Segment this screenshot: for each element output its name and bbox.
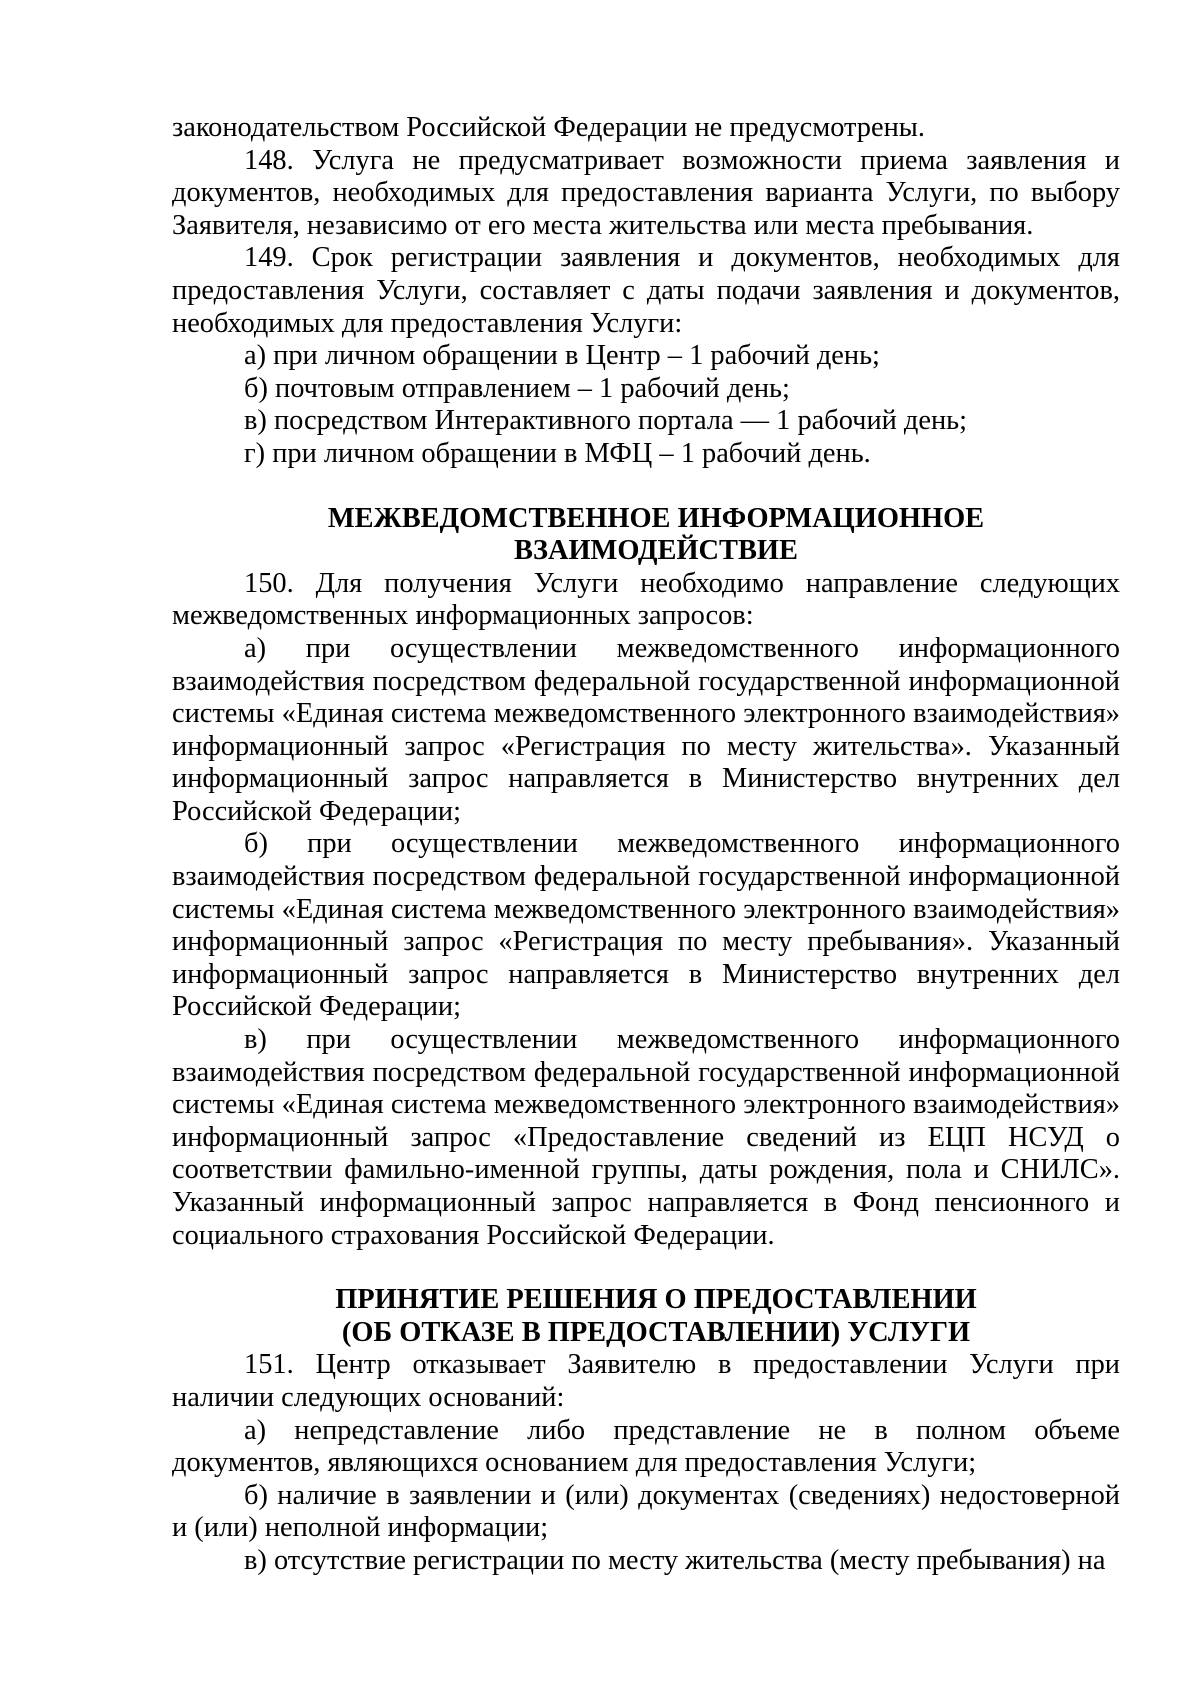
continuation-text: законодательством Российской Федерации не предусмотрены. [172, 112, 925, 143]
section-spacer [172, 1252, 1120, 1284]
paragraph-148: 148. Услуга не предусматривает возможности приема заявления и документов, необходимых для предоставления варианта Услуги, по выбору Заявителя, независимо от его места жительства или места пребывания. [172, 144, 1120, 241]
section-heading-interagency [172, 503, 1120, 568]
paragraph-151-item-v: в) отсутствие регистрации по месту жительства (месту пребывания) на [244, 1544, 1106, 1576]
paragraph-151: 151. Центр отказывает Заявителю в предоставлении Услуги при наличии следующих оснований: [172, 1349, 1120, 1413]
heading-line-1: ПРИНЯТИЕ РЕШЕНИЯ О ПРЕДОСТАВЛЕНИИ [335, 1284, 977, 1316]
section-spacer [172, 471, 1120, 503]
paragraph-149-item-b: б) почтовым отправлением – 1 рабочий день; [244, 372, 790, 404]
paragraph-151-item-b: б) наличие в заявлении и (или) документах (сведениях) недостоверной и (или) неполной информации; [172, 1479, 1120, 1544]
section-heading-decision [172, 1284, 1120, 1349]
heading-line-1: МЕЖВЕДОМСТВЕННОЕ ИНФОРМАЦИОННОЕ [327, 502, 985, 534]
paragraph-150: 150. Для получения Услуги необходимо направление следующих межведомственных информационных запросов: [172, 567, 1120, 632]
paragraph-149-item-g: г) при личном обращении в МФЦ – 1 рабочий день. [244, 437, 871, 469]
paragraph-150-item-a: а) при осуществлении межведомственного информационного взаимодействия посредством федеральной государственной информационной системы «Единая система межведомственного электронного взаимодействия» информационный запрос «Регистрация по месту жительства». Указанный информационный запрос направляется в Министерство внутренних дел Российской Федерации; [172, 632, 1120, 827]
paragraph-150-item-v: в) при осуществлении межведомственного информационного взаимодействия посредством федеральной государственной информационной системы «Единая система межведомственного электронного взаимодействия» информационный запрос «Предоставление сведений из ЕЦП НСУД о соответствии фамильно-именной группы, даты рождения, пола и СНИЛС». Указанный информационный запрос направляется в Фонд пенсионного и социального страхования Российской Федерации. [172, 1024, 1120, 1251]
heading-line-2: ВЗАИМОДЕЙСТВИЕ [514, 535, 798, 567]
paragraph-149-item-v: в) посредством Интерактивного портала — 1 рабочий день; [244, 405, 968, 437]
document-page [172, 112, 1120, 1578]
paragraph-151-item-a: а) непредставление либо представление не в полном объеме документов, являющихся основанием для предоставления Услуги; [172, 1414, 1120, 1479]
paragraph-149-item-a: а) при личном обращении в Центр – 1 рабочий день; [244, 340, 880, 372]
heading-line-2: (ОБ ОТКАЗЕ В ПРЕДОСТАВЛЕНИИ) УСЛУГИ [341, 1316, 971, 1348]
paragraph-150-item-b: б) при осуществлении межведомственного информационного взаимодействия посредством федеральной государственной информационной системы «Единая система межведомственного электронного взаимодействия» информационный запрос «Регистрация по месту пребывания». Указанный информационный запрос направляется в Министерство внутренних дел Российской Федерации; [172, 828, 1120, 1023]
paragraph-149: 149. Срок регистрации заявления и документов, необходимых для предоставления Услуги, составляет с даты подачи заявления и документов, необходимых для предоставления Услуги: [172, 242, 1120, 339]
